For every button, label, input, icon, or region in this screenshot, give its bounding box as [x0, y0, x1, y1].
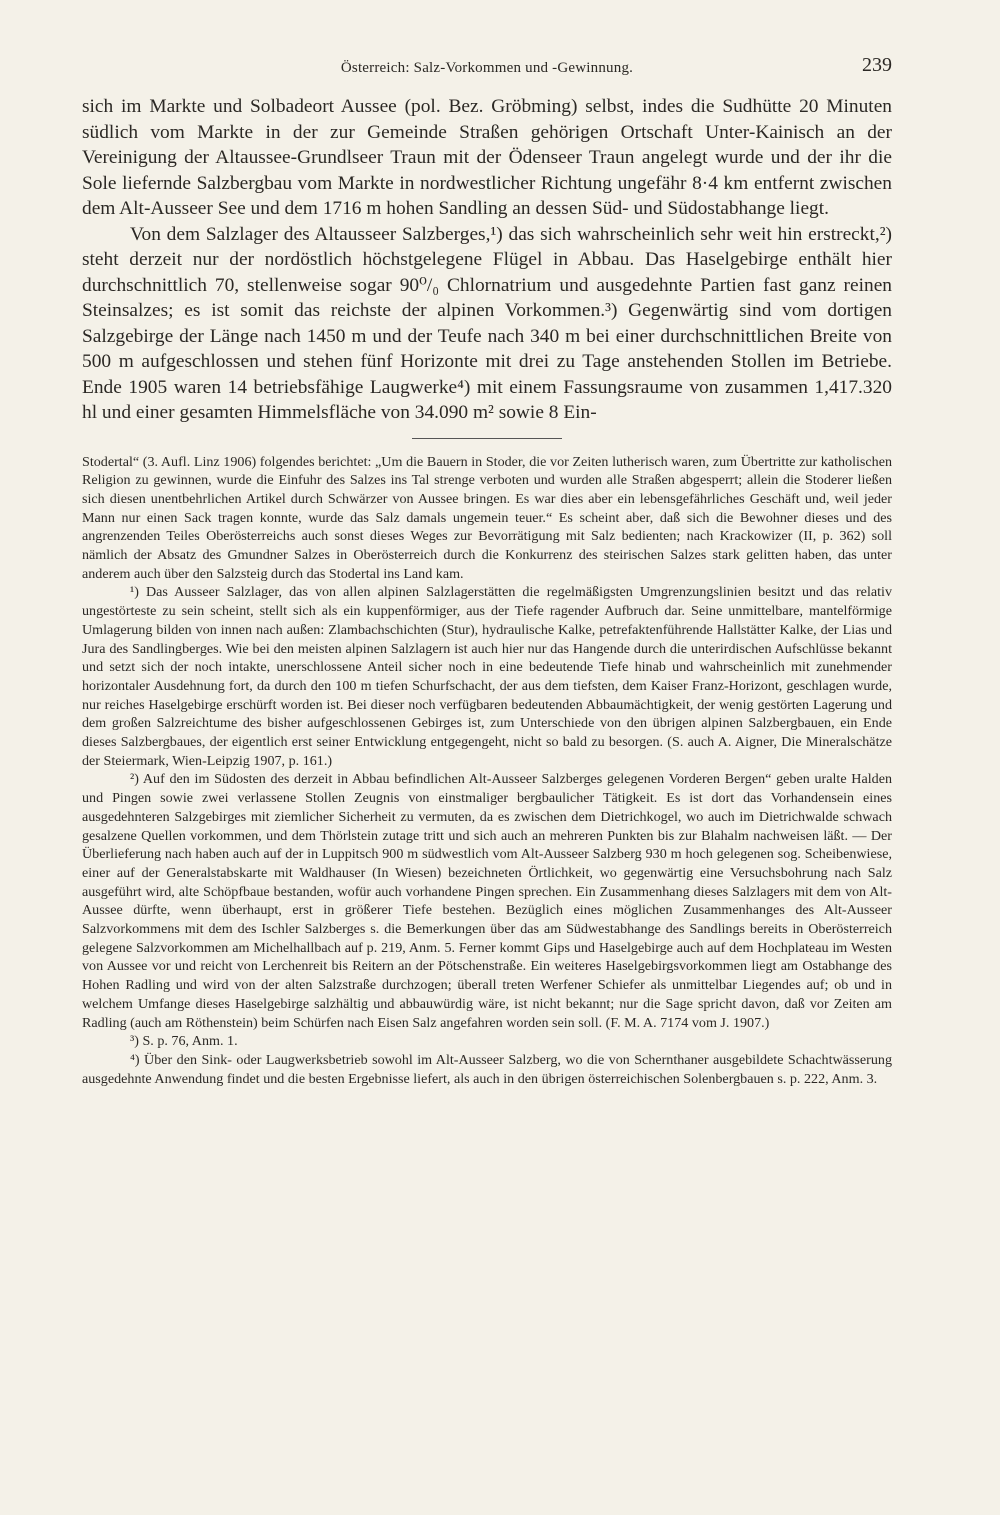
- page-number: 239: [862, 54, 892, 76]
- footnote: ¹) Das Ausseer Salzlager, das von allen alpinen Salzlagerstätten die regelmäßigsten Umgrenzungslinien besitzt und das relativ ungestörteste zu sein scheint, stellt sich als ein kuppenförmiger, aus der Tiefe ragender Aufbruch dar. Seine unmittelbare, mantelförmige Umlagerung bilden von innen nach außen: Zlambachschichten (Stur), hydraulische Kalke, petrefaktenführende Hallstätter Kalke, der Lias und Jura des Sandlingberges. Wie bei den meisten alpinen Salzlagern ist auch hier nur das Hangende durch die unterirdischen Aufschlüsse bekannt und setzt sich der noch intakte, unerschlossene Anteil sicher noch in eine bedeutende Tiefe hinab und wahrscheinlich mit zunehmender horizontaler Ausdehnung fort, da durch den 100 m tiefen Schurfschacht, der aus dem tiefsten, dem Kaiser Franz-Horizont, geschlagen wurde, nur reiches Haselgebirge erschürft worden ist. Bei dieser noch verfügbaren bedeutenden Abbaumächtigkeit, der wenig gestörten Lagerung und dem großen Salzreichtume des bisher aufgeschlossenen Gebirges ist, zum Unterschiede von den übrigen alpinen Salzbergbauen, ein Ende dieses Salzbergbaues, der eigentlich erst seiner Entwicklung entgegengeht, nicht so bald zu besorgen. (S. auch A. Aigner, Die Mineralschätze der Steiermark, Wien-Leipzig 1907, p. 161.): [82, 584, 892, 769]
- footnote-separator: [412, 438, 562, 439]
- footnote: ³) S. p. 76, Anm. 1.: [130, 1033, 238, 1050]
- footnote: ²) Auf den im Südosten des derzeit in Abbau befindlichen Alt-Ausseer Salzberges gelegenen Vorderen Bergen“ geben uralte Halden und Pingen sowie zwei verlassene Stollen Zeugnis von einstmaliger bergbaulicher Tätigkeit. Es ist dort das Vorhandensein eines ausgedehnteren Salzgebirges mit ziemlicher Sicherheit zu vermuten, da es zwischen dem Dietrichkogel, wo auch im Dietrichwalde schwach gesalzene Quellen vorkommen, und dem Thörlstein zutage tritt und sich auch an mehreren Punkten bis zur Blahalm nachweisen läßt. — Der Überlieferung nach haben auch auf der in Luppitsch 900 m südwestlich vom Alt-Ausseer Salzberg 930 m hoch gelegenen sog. Scheibenwiese, einer auf der Generalstabskarte mit Waldhauser (In Wiesen) bezeichneten Örtlichkeit, wo gegenwärtig eine Versuchsbohrung nach Salz ausgeführt wird, alte Schöpfbaue bestanden, wofür auch vorhandene Pingen sprechen. Ein Zusammenhang dieses Salzlagers mit dem von Alt-Aussee dürfte, wenn überhaupt, erst in größerer Tiefe bestehen. Bezüglich eines möglichen Zusammenhanges des Alt-Ausseer Salzvorkommens mit dem des Ischler Salzberges s. die Bemerkungen über das am Südwestabhange des Sandlings bereits in Oberösterreich gelegene Salzvorkommen am Michelhallbach auf p. 219, Anm. 5. Ferner kommt Gips und Haselgebirge auch auf dem Hochplateau im Westen von Aussee vor und reicht von Lerchenreit bis Reitern an der Pötschenstraße. Ein weiteres Haselgebirgsvorkommen liegt am Ostabhange des Hohen Radling und wird von der alten Salzstraße durchzogen; überall treten Werfener Schiefer als unmittelbar Liegendes auf; ob und in welchem Umfange dieses Haselgebirge salzhältig und abbauwürdig wäre, ist nicht bekannt; nur die Sage spricht davon, daß vor Zeiten am Radling (auch am Röthenstein) beim Schürfen nach Eisen Salz angefahren worden sein soll. (F. M. A. 7174 vom J. 1907.): [82, 771, 892, 1031]
- page-header: [82, 52, 892, 82]
- paragraph: sich im Markte und Solbadeort Aussee (pol. Bez. Gröbming) selbst, indes die Sudhütte 20 Minuten südlich vom Markte in der zur Gemeinde Straßen gehörigen Ortschaft Unter-Kainisch an der Vereinigung der Altaussee-Grundlseer Traun mit der Ödenseer Traun angelegt wurde und der ihr die Sole liefernde Salzbergbau vom Markte in nordwestlicher Richtung ungefähr 8·4 km entfernt zwischen dem Alt-Ausseer See und dem 1716 m hohen Sandling an dessen Süd- und Südostabhange liegt.: [82, 96, 892, 219]
- footnote-continuation: Stodertal“ (3. Aufl. Linz 1906) folgendes berichtet: „Um die Bauern in Stoder, die vor Zeiten lutherisch waren, zum Übertritte zur katholischen Religion zu gewinnen, wurde die Einfuhr des Salzes ins Tal strenge verboten und wurden alle Straßen abgesperrt; allein die Stoderer ließen sich diesen unentbehrlichen Artikel durch Schwärzer von Aussee bringen. Es war dies aber ein lebensgefährliches Geschäft und, weil jeder Mann nur einen Sack tragen konnte, wurde das Salz damals ungemein teuer.“ Es scheint aber, daß sich die Bewohner dieses und des angrenzenden Teiles Oberösterreichs auch sonst dieses Weges zur Bevorrätigung mit Salz bedienten; nach Krackowizer (II, p. 362) soll nämlich der Absatz des Gmundner Salzes in Oberösterreich durch die Konkurrenz des steirischen Salzes stark gelitten haben, das unter anderem auch über den Salzsteig durch das Stodertal ins Land kam.: [82, 453, 892, 582]
- footnote: ⁴) Über den Sink- oder Laugwerksbetrieb sowohl im Alt-Ausseer Salzberg, wo die von Schernthaner ausgebildete Schachtwässerung ausgedehnte Anwendung findet und die besten Ergebnisse liefert, als auch in den übrigen österreichischen Solenbergbauen s. p. 222, Anm. 3.: [82, 1052, 892, 1087]
- running-title: Österreich: Salz-Vorkommen und -Gewinnung.: [340, 60, 634, 76]
- paragraph: Von dem Salzlager des Altausseer Salzberges,¹) das sich wahrscheinlich sehr weit hin erstreckt,²) steht derzeit nur der nordöstlich höchstgelegene Flügel in Abbau. Das Haselgebirge enthält hier durchschnittlich 70, stellenweise sogar 90⁰/₀ Chlornatrium und ausgedehnte Partien fast ganz reinen Steinsalzes; es ist somit das reichste der alpinen Vorkommen.³) Gegenwärtig sind vom dortigen Salzgebirge der Länge nach 1450 m und der Teufe nach 340 m bei einer durchschnittlichen Breite von 500 m aufgeschlossen und stehen fünf Horizonte mit drei zu Tage anstehenden Stollen im Betriebe. Ende 1905 waren 14 betriebsfähige Laugwerke⁴) mit einem Fassungsraume von zusammen 1,417.320 hl und einer gesamten Himmelsfläche von 34.090 m² sowie 8 Ein-: [82, 223, 892, 423]
- footnotes: [82, 453, 892, 1089]
- main-text: [82, 94, 892, 426]
- book-page: [82, 52, 892, 1088]
